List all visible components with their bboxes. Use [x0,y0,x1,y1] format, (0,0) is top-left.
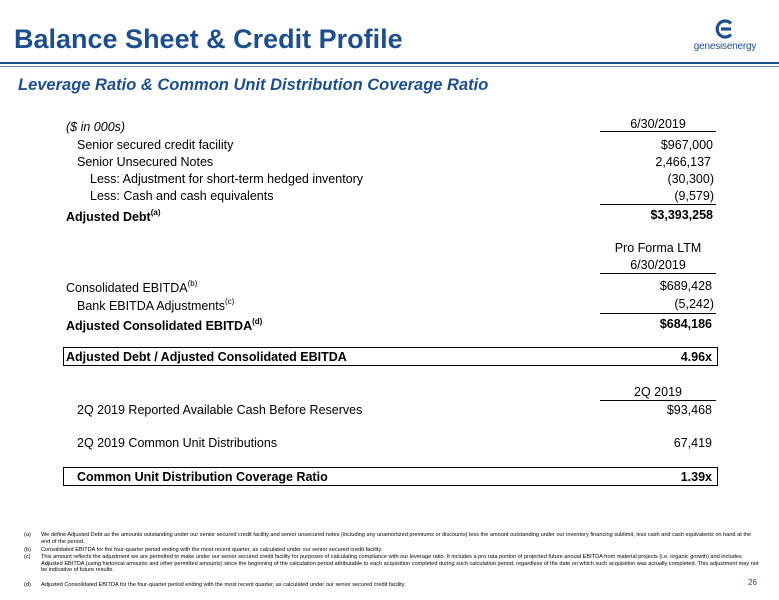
adjusted-ebitda-value: $684,186 [659,317,712,331]
adjusted-debt-value: $3,393,258 [650,208,713,222]
leverage-ratio-value: 4.96x [680,350,712,364]
debt-row-label: Less: Cash and cash equivalents [90,189,274,203]
footnote: (c) This amount reflects the adjustment we are permitted to make under our senior secured credit facility for purposes of calculating compliance with our leverage ratio. It includes a pro rata portion of projected future annual EBITDA from material projects (i.e. organic growth) and includes Adjusted EBITDA (using historical amounts and other permitted amounts) since the beginning of the calculation period attributable to each acquisition completed during such calculation period, regardless of the date on which such acquisition was actually completed. This adjustment may not be indicative of future results. [24,554,759,574]
company-logo [692,18,758,52]
ebitda-header-line2: 6/30/2019 [630,258,686,272]
header-rule [0,62,779,64]
header-underline [600,400,716,401]
available-cash-label: 2Q 2019 Reported Available Cash Before Reserves [77,403,363,417]
footnote: (d) Adjusted Consolidated EBITDA for the four-quarter period ending with the most recent quarter, as calculated under our senior secured credit facility. [24,582,406,588]
debt-row-value: $967,000 [660,138,713,152]
debt-row-value: (9,579) [674,189,714,203]
available-cash-value: $93,468 [666,403,712,417]
debt-row-label: Less: Adjustment for short-term hedged inventory [90,172,364,186]
coverage-ratio-label: Common Unit Distribution Coverage Ratio [77,470,328,484]
header-rule-thin [0,66,779,67]
leverage-ratio-label: Adjusted Debt / Adjusted Consolidated EBITDA [66,350,347,364]
debt-row-value: 2,466,137 [655,155,711,169]
debt-date-header: 6/30/2019 [630,117,686,131]
adjusted-ebitda-label: Adjusted Consolidated EBITDA$^{(d)}$ [66,317,263,333]
footnote: (a) We define Adjusted Debt as the amounts outstanding under our senior secured credit facility and senior unsecured notes (including any unamortized premiums or discounts) less the amount outstanding under our inventory financing sublimit, less cash and cash equivalents on hand at the end of the period. [24,532,752,545]
debt-row-label: Senior secured credit facility [77,138,234,152]
bank-ebitda-value: (5,242) [674,297,714,311]
genesis-logo-icon [714,18,736,40]
consolidated-ebitda-label: Consolidated EBITDA$^{(b)}$ [66,279,198,295]
logo-wordmark: genesisenergy [693,41,757,52]
header-underline [600,131,716,132]
coverage-header: 2Q 2019 [634,385,682,399]
units-label: ($ in 000s) [66,120,126,134]
footnote: (b) Consolidated EBITDA for the four-quarter period ending with the most recent quarter, as calculated under our senior secured credit facility. [24,547,383,553]
debt-row-label: Senior Unsecured Notes [77,155,214,169]
debt-row-value: (30,300) [667,172,714,186]
consolidated-ebitda-value: $689,428 [659,279,712,293]
header-underline [600,273,716,274]
distributions-label: 2Q 2019 Common Unit Distributions [77,436,278,450]
page-subtitle: Leverage Ratio & Common Unit Distribution Coverage Ratio [18,76,489,94]
page-title: Balance Sheet & Credit Profile [14,24,403,54]
distributions-value: 67,419 [673,436,712,450]
adjusted-debt-label: Adjusted Debt$^{(a)}$ [66,208,161,224]
bank-ebitda-label: Bank EBITDA Adjustments$^{(c)}$ [77,297,235,313]
subtotal-rule [600,313,716,314]
subtotal-rule [600,204,716,205]
coverage-ratio-value: 1.39x [680,470,712,484]
ebitda-header-line1: Pro Forma LTM [614,241,702,255]
page-number: 26 [748,578,757,587]
